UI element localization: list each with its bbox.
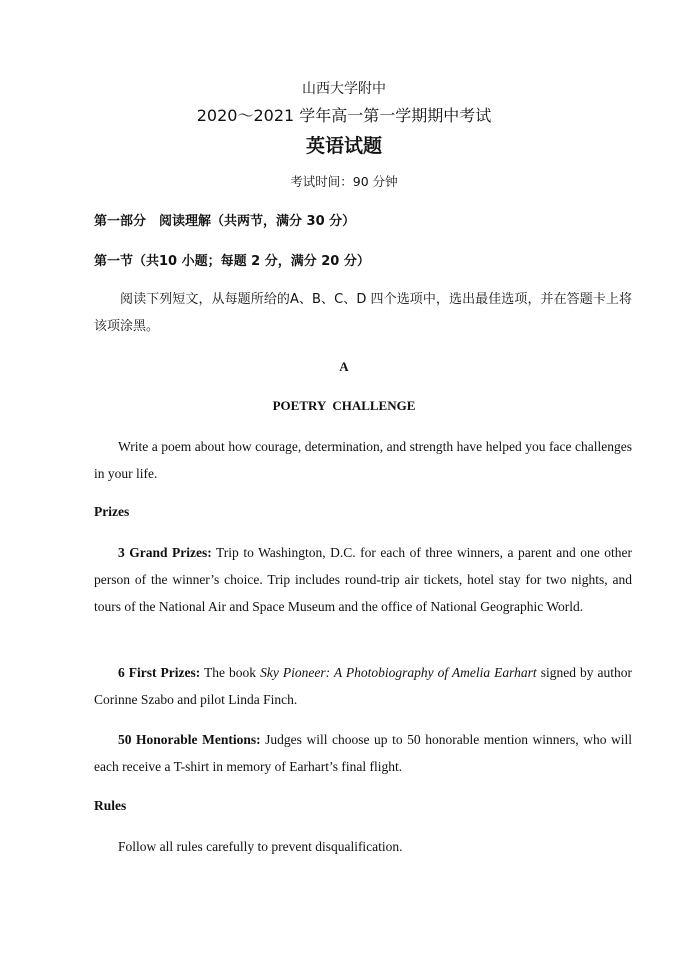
intro-paragraph: Write a poem about how courage, determination, and strength have helped you face challenges in your life.: [94, 439, 632, 481]
grand-prizes-label: 3 Grand Prizes:: [118, 545, 212, 560]
grand-prizes-text: Trip to Washington, D.C. for each of three winners, a parent and one other person of the winner’s choice. Trip includes round-trip air tickets, hotel stay for two nights, and tours of the National Air and Space Museum and the office of National Geographic World.: [94, 545, 633, 614]
first-prizes-label: 6 First Prizes:: [118, 665, 201, 680]
first-prizes-text-post: signed by author Corinne Szabo and pilot Linda Finch.: [94, 665, 632, 707]
passage-title: POETRY CHALLENGE: [272, 398, 416, 413]
first-prizes-text-pre: The book: [200, 665, 261, 680]
exam-title: 2020～2021 学年高一第一学期期中考试: [196, 106, 492, 125]
passage-label: A: [339, 359, 349, 374]
honorable-mentions-text: Judges will choose up to 50 honorable mention winners, who will each receive a T-shirt in memory of Earhart’s final flight.: [94, 732, 632, 774]
prizes-heading: Prizes: [94, 504, 130, 519]
instructions: 阅读下列短文，从每题所给的A、B、C、D 四个选项中，选出最佳选项，并在答题卡上将该项涂黑。: [94, 292, 632, 334]
subject-title: 英语试题: [305, 135, 382, 157]
book-title: Sky Pioneer: A Photobiography of Amelia Earhart: [260, 665, 537, 680]
honorable-mentions-label: 50 Honorable Mentions:: [118, 732, 261, 747]
rules-paragraph: Follow all rules carefully to prevent disqualification.: [118, 839, 403, 854]
honorable-mentions-paragraph: [94, 726, 632, 780]
school-name: 山西大学附中: [302, 81, 386, 97]
rules-heading: Rules: [94, 798, 127, 813]
exam-time: 考试时间：90 分钟: [290, 174, 398, 189]
grand-prizes-paragraph: [94, 539, 632, 620]
first-prizes-paragraph: [94, 659, 632, 713]
section-one-heading: 第一节（共10 小题；每题 2 分，满分 20 分）: [94, 254, 370, 269]
part-one-heading: 第一部分 阅读理解（共两节，满分 30 分）: [94, 214, 356, 229]
